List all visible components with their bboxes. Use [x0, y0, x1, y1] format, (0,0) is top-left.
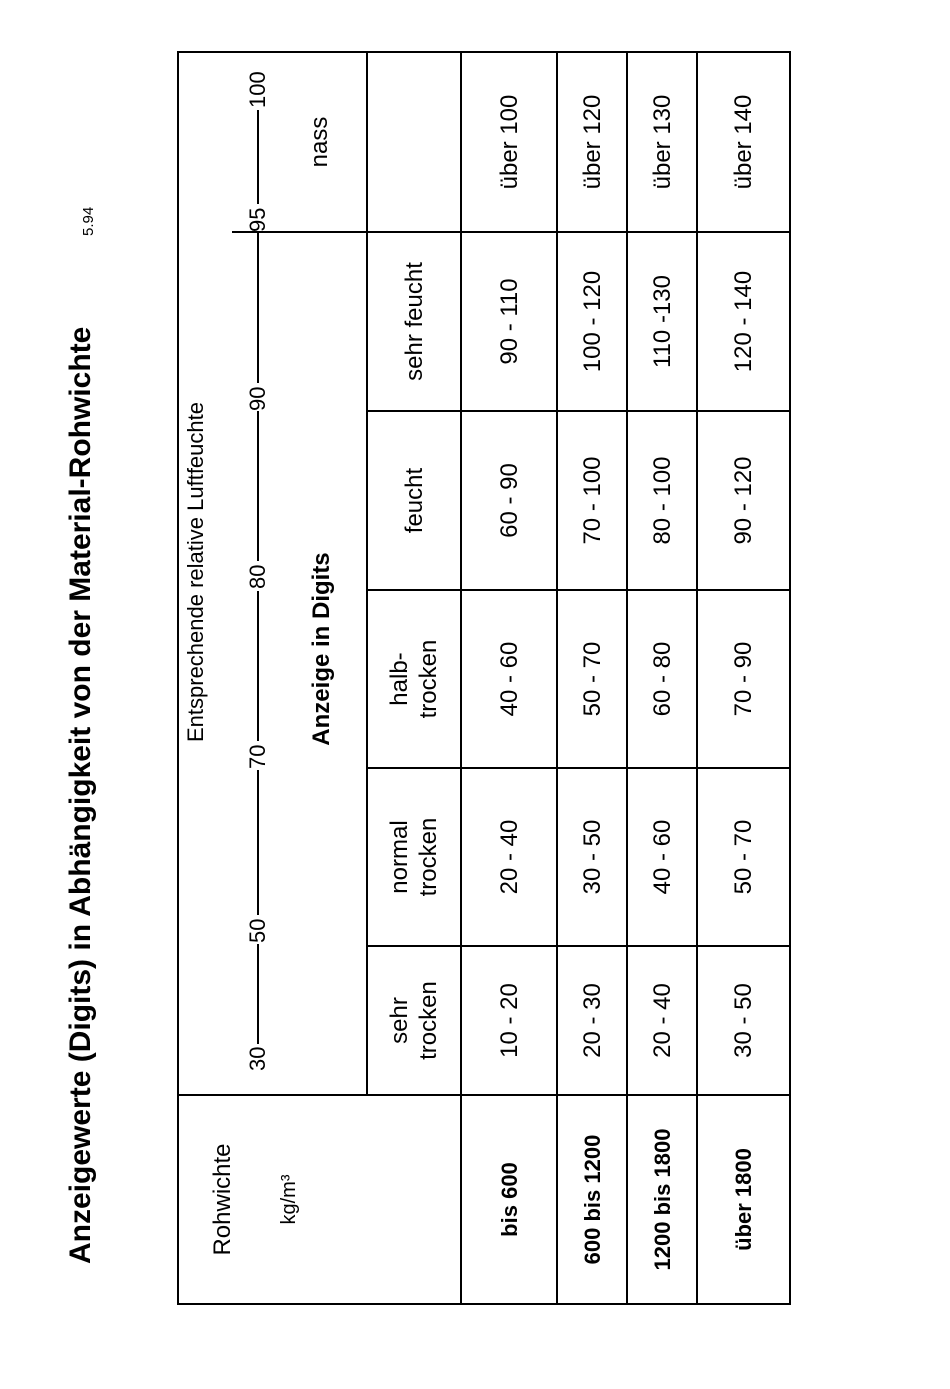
rohwichte-label: Rohwichte	[208, 1143, 236, 1256]
column-header-line: trocken	[415, 981, 442, 1060]
humidity-scale-line	[257, 591, 259, 741]
humidity-caption: Entsprechende relative Luftfeuchte	[182, 402, 208, 743]
table-cell: 30 - 50	[730, 983, 757, 1058]
table-cell: 60 - 90	[495, 463, 523, 538]
humidity-tick-label: 30	[245, 1046, 270, 1071]
table-cell: 50 - 70	[578, 641, 606, 717]
column-header-normal-trocken	[368, 769, 460, 945]
row-label: 600 bis 1200	[579, 1134, 605, 1265]
humidity-tick-label: 50	[245, 918, 270, 943]
table-cell: 110 -130	[648, 275, 676, 368]
humidity-tick-label: 100	[245, 71, 270, 108]
date-code: 5.94	[80, 206, 97, 236]
table-cell: 20 - 30	[578, 983, 606, 1058]
table-cell: 10 - 20	[495, 983, 523, 1058]
column-header-line: sehr	[386, 997, 413, 1044]
column-header-sehr-feucht: sehr feucht	[400, 262, 428, 381]
column-header-line: trocken	[415, 639, 442, 719]
column-header-line: normal	[386, 820, 413, 894]
humidity-scale-line	[257, 233, 259, 383]
table-cell: 90 - 110	[495, 278, 523, 365]
table-cell: 100 - 120	[578, 270, 606, 373]
table-cell: 20 - 40	[495, 819, 523, 895]
humidity-scale-line	[257, 411, 259, 561]
humidity-tick-label: 70	[245, 744, 270, 769]
table-cell: 20 - 40	[648, 983, 676, 1058]
table-border-bottom	[789, 51, 791, 1305]
row-label: 1200 bis 1800	[649, 1128, 675, 1271]
table-cell: 90 - 120	[730, 456, 757, 545]
table-border-top	[177, 51, 179, 1305]
table-cell: 80 - 100	[648, 456, 676, 545]
digits-caption: Anzeige in Digits	[307, 552, 335, 746]
humidity-tick-label: 80	[245, 564, 270, 589]
table-cell: 40 - 60	[648, 819, 676, 895]
table-cell: über 130	[648, 94, 676, 190]
table-cell: 50 - 70	[730, 819, 757, 895]
table-cell: über 100	[495, 94, 523, 190]
table-cell: 70 - 90	[730, 641, 757, 717]
table-cell: 40 - 60	[495, 641, 523, 717]
table-cell: 60 - 80	[648, 641, 676, 717]
table-cell: über 140	[730, 94, 757, 190]
humidity-scale-line	[257, 770, 259, 915]
table-border-left	[177, 1303, 791, 1305]
column-header-sehr-trocken	[368, 947, 460, 1094]
humidity-tick-label: 90	[245, 386, 270, 411]
table-cell: 70 - 100	[578, 456, 606, 545]
humidity-tick-label: 95	[245, 207, 270, 232]
rohwichte-unit: kg/m³	[277, 1174, 300, 1225]
column-header-feucht: feucht	[400, 467, 428, 534]
column-header-halb-trocken	[368, 591, 460, 767]
table-cell: 30 - 50	[578, 819, 606, 895]
column-header-line: halb-	[386, 652, 413, 706]
table-cell: 120 - 140	[730, 270, 757, 373]
humidity-scale-line	[257, 944, 259, 1044]
column-header-nass: nass	[306, 116, 333, 168]
row-label: über 1800	[731, 1148, 756, 1251]
row-label: bis 600	[496, 1162, 522, 1237]
table-cell: über 120	[578, 94, 606, 190]
page-title: Anzeigewerte (Digits) in Abhängigkeit von der Material-Rohwichte	[64, 326, 97, 1264]
column-header-line: trocken	[415, 817, 442, 897]
